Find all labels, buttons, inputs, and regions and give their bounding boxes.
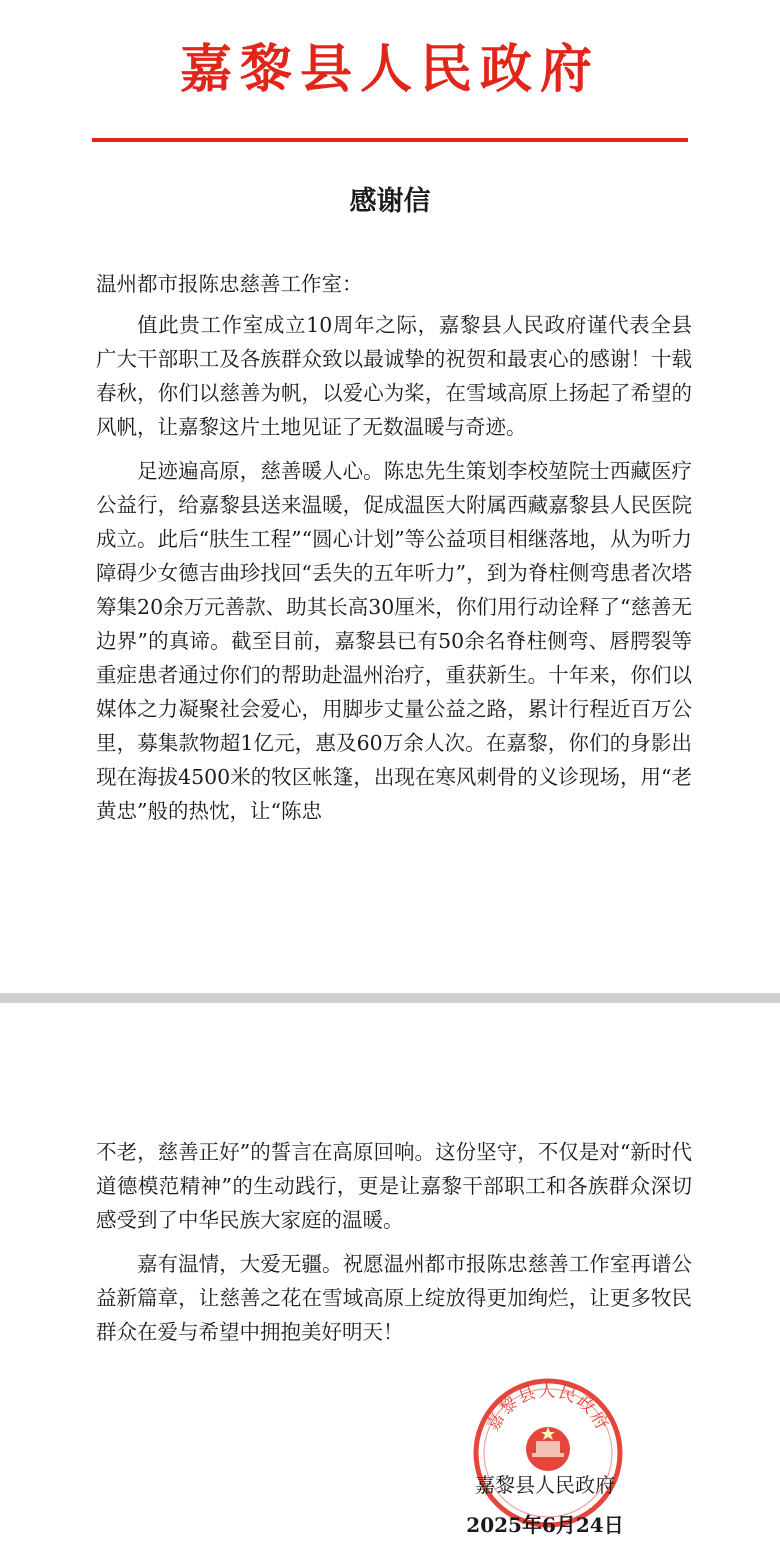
letter-date: 2025年6月24日 — [466, 1513, 624, 1537]
letterhead-red-rule — [92, 138, 688, 142]
paragraph-3 — [96, 1247, 692, 1349]
salutation: 温州都市报陈忠慈善工作室： — [96, 272, 363, 296]
svg-text:嘉黎县人民政府: 嘉黎县人民政府 — [483, 1381, 613, 1435]
national-emblem-icon — [526, 1427, 570, 1471]
signer-name: 嘉黎县人民政府 — [475, 1473, 615, 1497]
paragraph-2 — [96, 454, 692, 828]
paragraph-1-text: 值此贵工作室成立10周年之际，嘉黎县人民政府谨代表全县广大干部职工及各族群众致以最诚挚的祝贺和最衷心的感谢！十载春秋，你们以慈善为帆，以爱心为桨，在雪域高原上扬起了希望的风帆，让嘉黎这片土地见证了无数温暖与奇迹。 — [96, 313, 692, 439]
paragraph-2-continued-text: 不老，慈善正好”的誓言在高原回响。这份坚守，不仅是对“新时代道德模范精神”的生动践行，更是让嘉黎干部职工和各族群众深切感受到了中华民族大家庭的温暖。 — [96, 1140, 692, 1232]
paragraph-2-continued — [96, 1135, 692, 1237]
paragraph-2-text: 足迹遍高原，慈善暖人心。陈忠先生策划李校堃院士西藏医疗公益行，给嘉黎县送来温暖，促成温医大附属西藏嘉黎县人民医院成立。此后“肤生工程”“圆心计划”等公益项目相继落地，从为听力障碍少女德吉曲珍找回“丢失的五年听力”，到为脊柱侧弯患者次塔筹集20余万元善款、助其长高30厘米，你们用行动诠释了“慈善无边界”的真谛。截至目前，嘉黎县已有50余名脊柱侧弯、唇腭裂等重症患者通过你们的帮助赴温州治疗，重获新生。十年来，你们以媒体之力凝聚社会爱心，用脚步丈量公益之路，累计行程近百万公里，募集款物超1亿元，惠及60万余人次。在嘉黎，你们的身影出现在海拔4500米的牧区帐篷，出现在寒风刺骨的义诊现场，用“老黄忠”般的热忱，让“陈忠 — [96, 459, 692, 823]
paragraph-1 — [96, 308, 692, 444]
letterhead-title: 嘉黎县人民政府 — [179, 39, 600, 100]
official-seal — [470, 1375, 626, 1531]
letter-title: 感谢信 — [349, 186, 431, 217]
page-separator — [0, 993, 780, 1003]
paragraph-3-text: 嘉有温情，大爱无疆。祝愿温州都市报陈忠慈善工作室再谱公益新篇章，让慈善之花在雪域高原上绽放得更加绚烂，让更多牧民群众在爱与希望中拥抱美好明天！ — [96, 1252, 692, 1344]
